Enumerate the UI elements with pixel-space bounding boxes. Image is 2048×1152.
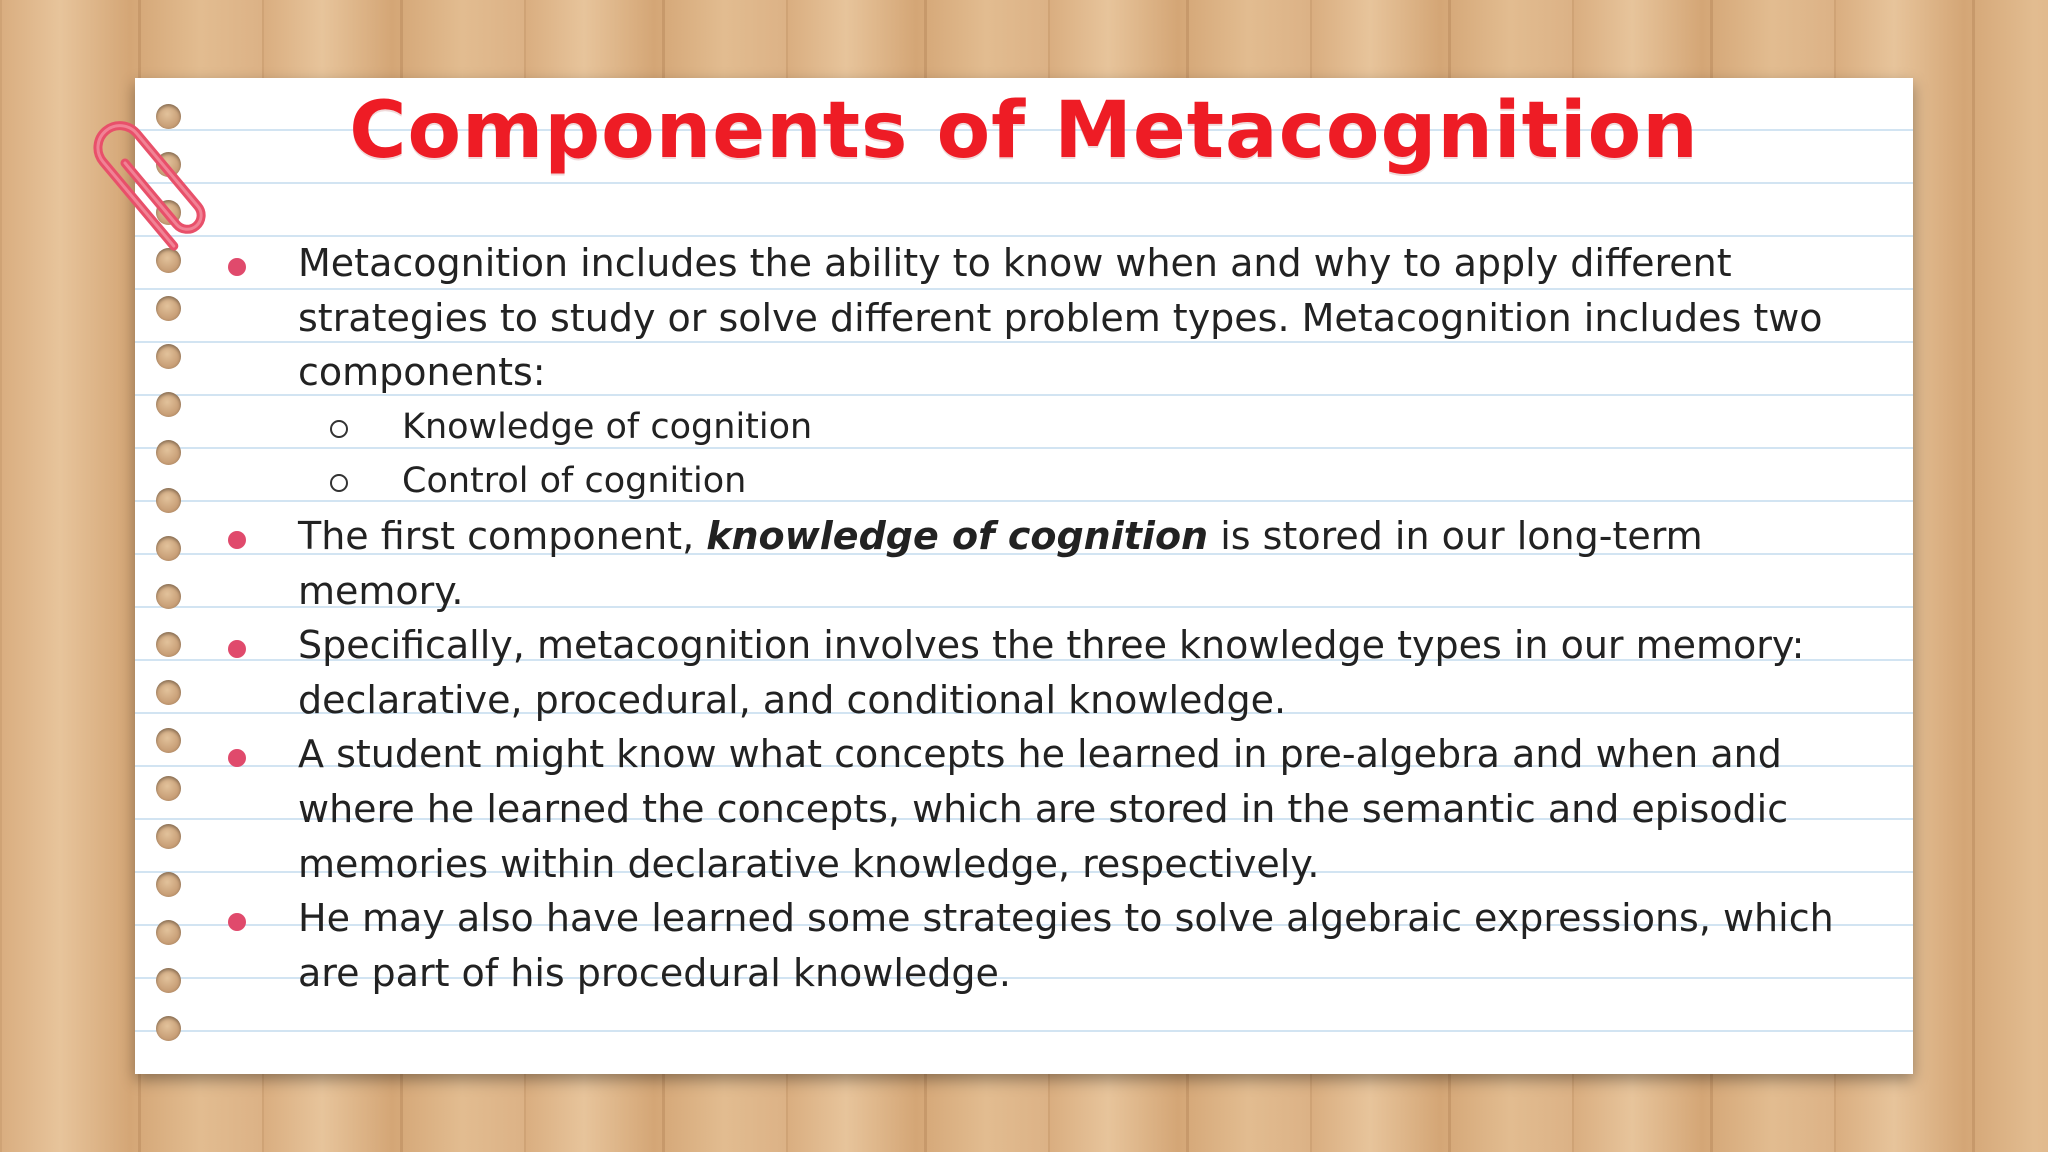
bullet-item [218,618,1858,727]
binder-hole-icon [156,968,181,993]
binder-hole-icon [156,920,181,945]
bullet-dot-icon [228,531,246,549]
bullet-dot-icon [228,913,246,931]
binder-hole-icon [156,488,181,513]
binder-hole-icon [156,632,181,657]
bullet-list [218,236,1858,1000]
bullet-item [218,509,1858,618]
bullet-dot-icon [228,258,246,276]
bullet-dot-icon [228,749,246,767]
sub-bullet-item [218,454,1858,509]
bullet-text: Metacognition includes the ability to know when and why to apply different strategies to study or solve different problem types. Metacognition includes two components: [298,241,1823,395]
bullet-text: A student might know what concepts he learned in pre-algebra and when and where he learned the concepts, which are stored in the semantic and episodic memories within declarative knowledge, respectively. [298,732,1789,886]
emphasis-term: knowledge of cognition [706,513,1209,558]
binder-hole-icon [156,872,181,897]
sub-bullet-text: Knowledge of cognition [402,406,813,447]
bullet-text: He may also have learned some strategies to solve algebraic expressions, which are part of his procedural knowledge. [298,896,1834,995]
binder-hole-icon [156,728,181,753]
binder-hole-icon [156,440,181,465]
bullet-item [218,891,1858,1000]
binder-hole-icon [156,680,181,705]
bullet-item [218,236,1858,400]
slide-title: Components of Metacognition [349,86,1699,176]
binder-hole-icon [156,776,181,801]
bullet-text-prefix: The first component, [298,513,707,558]
binder-hole-icon [156,584,181,609]
sub-bullet-text: Control of cognition [402,461,747,502]
bullet-dot-icon [228,640,246,658]
bullet-item [218,727,1858,891]
binder-hole-icon [156,824,181,849]
sub-bullet-item [218,400,1858,455]
bullet-text: Specifically, metacognition involves the three knowledge types in our memory: declarative, procedural, and conditional knowledge. [298,623,1805,722]
binder-hole-icon [156,392,181,417]
bullet-text-suffix: is stored in our long-term memory. [298,513,1703,613]
binder-hole-icon [156,344,181,369]
binder-hole-icon [156,1016,181,1041]
hollow-circle-icon [330,474,348,492]
binder-hole-icon [156,536,181,561]
hollow-circle-icon [330,420,348,438]
binder-hole-icon [156,296,181,321]
